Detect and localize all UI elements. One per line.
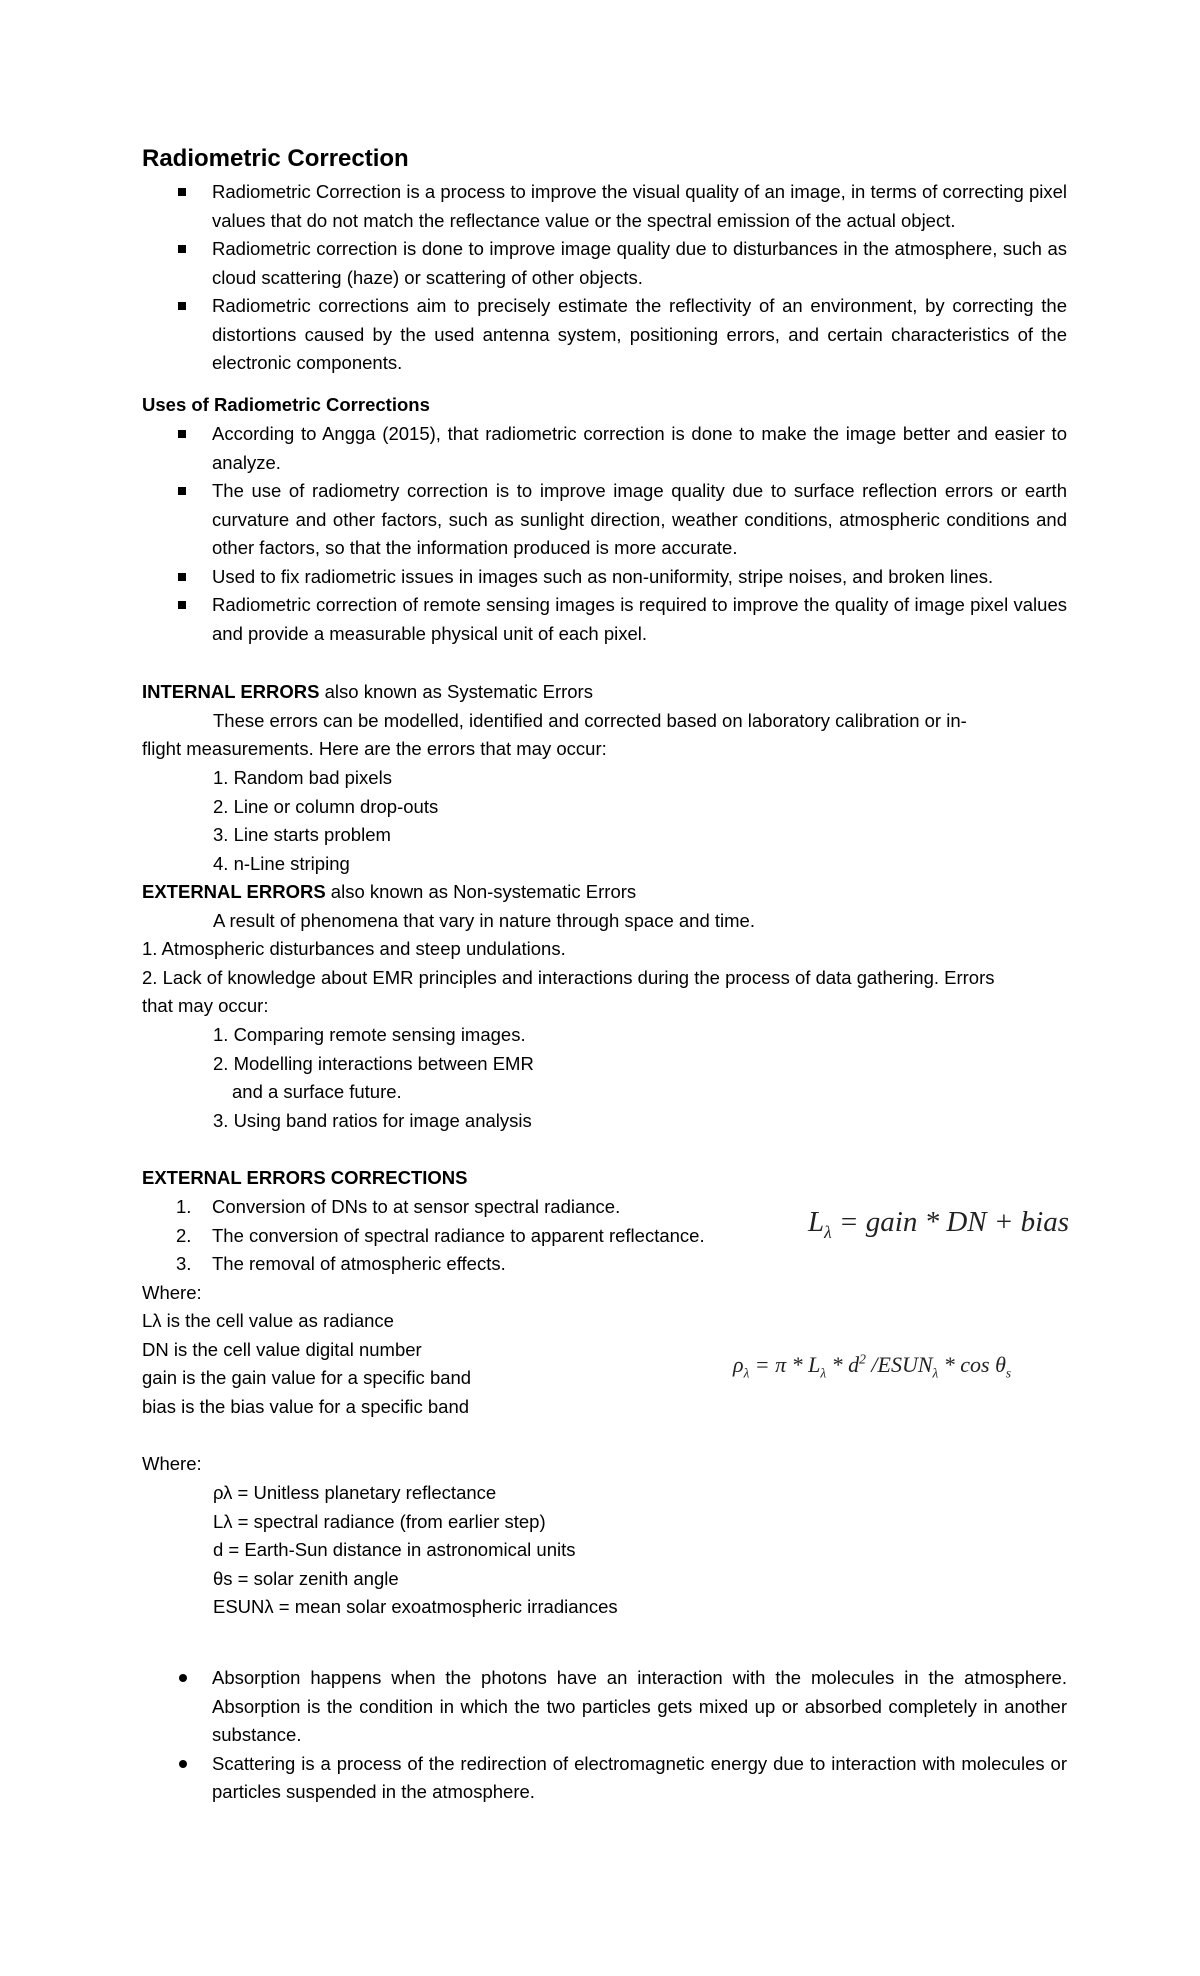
internal-errors-desc-line2: flight measurements. Here are the errors that may occur: xyxy=(142,738,607,759)
formula-theta-sub: s xyxy=(1005,1365,1012,1381)
formula-esun-sub: λ xyxy=(932,1365,939,1381)
external-errors-list xyxy=(213,1021,534,1135)
where-line-gain: gain is the gain value for a specific band xyxy=(142,1367,472,1388)
external-errors-subtitle: also known as Non-systematic Errors xyxy=(325,881,637,902)
where-definitions-list xyxy=(213,1479,618,1622)
formula-part3: /ESUN xyxy=(865,1352,933,1377)
external-point-2-line2: that may occur: xyxy=(142,995,269,1016)
formula-l-sub: λ xyxy=(824,1221,832,1242)
list-item: 3. Line starts problem xyxy=(213,824,391,845)
list-item: 1. Comparing remote sensing images. xyxy=(213,1024,526,1045)
page-title: Radiometric Correction xyxy=(142,145,409,172)
uses-heading: Uses of Radiometric Corrections xyxy=(142,394,430,415)
list-item: Absorption happens when the photons have an interaction with the molecules in the atmosphere. Absorption is the condition in which the two particles gets mixed up or absorbed completely in another substance. xyxy=(142,1664,1067,1750)
list-item: ESUNλ = mean solar exoatmospheric irradiances xyxy=(213,1596,618,1617)
list-item: 2. Line or column drop-outs xyxy=(213,795,439,817)
list-item: d = Earth-Sun distance in astronomical units xyxy=(213,1539,576,1560)
list-item: Radiometric correction is done to improve image quality due to disturbances in the atmosphere, such as cloud scattering (haze) or scattering of other objects. xyxy=(142,235,1067,292)
list-item: 3. Using band ratios for image analysis xyxy=(213,1109,532,1131)
formula-part1: = π * L xyxy=(749,1352,821,1377)
list-item-text: Conversion of DNs to at sensor spectral radiance. xyxy=(212,1196,621,1217)
list-item: Radiometric Correction is a process to improve the visual quality of an image, in terms of correcting pixel values that do not match the reflectance value or the spectral emission of the actual object. xyxy=(142,178,1067,235)
list-item: According to Angga (2015), that radiometric correction is done to make the image better and easier to analyze. xyxy=(142,420,1067,477)
internal-errors-heading xyxy=(142,678,593,707)
formula-rhs: = gain * DN + bias xyxy=(831,1206,1070,1238)
list-item-number: 1. xyxy=(176,1196,192,1217)
list-item xyxy=(142,1193,705,1222)
list-item xyxy=(142,1250,705,1279)
list-item: ρλ = Unitless planetary reflectance xyxy=(213,1482,497,1503)
list-item: Radiometric correction of remote sensing images is required to improve the quality of image pixel values and provide a measurable physical unit of each pixel. xyxy=(142,591,1067,648)
list-item-number: 2. xyxy=(176,1224,192,1246)
where-line-radiance: Lλ is the cell value as radiance xyxy=(142,1310,394,1331)
list-item: Scattering is a process of the redirection of electromagnetic energy due to interaction with molecules or particles suspended in the atmosphere. xyxy=(142,1750,1067,1807)
list-item-number: 3. xyxy=(176,1253,192,1274)
external-errors-heading xyxy=(142,878,636,907)
where-label-2: Where: xyxy=(142,1453,202,1474)
external-errors-label: EXTERNAL ERRORS xyxy=(142,881,326,902)
corrections-heading: EXTERNAL ERRORS CORRECTIONS xyxy=(142,1167,468,1188)
formula-d-sup: 2 xyxy=(859,1351,866,1367)
formula-part2: * d xyxy=(826,1352,860,1377)
radiance-formula xyxy=(808,1204,1069,1240)
formula-rho-sub: λ xyxy=(743,1365,750,1381)
list-item-text: The removal of atmospheric effects. xyxy=(212,1253,506,1274)
list-item: 1. Random bad pixels xyxy=(213,767,392,788)
list-item xyxy=(142,1222,705,1251)
formula-l-sub: λ xyxy=(820,1365,827,1381)
list-item: 4. n-Line striping xyxy=(213,852,350,874)
list-item: 2. Modelling interactions between EMR xyxy=(213,1052,534,1074)
uses-bullet-list xyxy=(142,420,1067,648)
internal-errors-subtitle: also known as Systematic Errors xyxy=(319,681,593,702)
intro-bullet-list xyxy=(142,178,1067,378)
final-bullet-list xyxy=(142,1664,1067,1807)
reflectance-formula xyxy=(733,1350,1011,1380)
where-line-bias: bias is the bias value for a specific band xyxy=(142,1396,470,1417)
where-line-dn: DN is the cell value digital number xyxy=(142,1339,422,1360)
external-errors-desc: A result of phenomena that vary in nature through space and time. xyxy=(213,910,755,931)
where-label-1: Where: xyxy=(142,1282,202,1303)
internal-errors-label: INTERNAL ERRORS xyxy=(142,681,320,702)
formula-part4: * cos θ xyxy=(938,1352,1006,1377)
internal-errors-list xyxy=(213,764,438,878)
external-point-1: 1. Atmospheric disturbances and steep undulations. xyxy=(142,938,566,959)
list-item: Used to fix radiometric issues in images such as non-uniformity, stripe noises, and broken lines. xyxy=(142,563,1067,592)
corrections-list xyxy=(142,1193,705,1279)
list-item: θs = solar zenith angle xyxy=(213,1567,399,1589)
internal-errors-desc-line1: These errors can be modelled, identified and corrected based on laboratory calibration or in- xyxy=(213,710,967,731)
list-item: Lλ = spectral radiance (from earlier step) xyxy=(213,1510,546,1532)
formula-l: L xyxy=(808,1206,825,1238)
list-item-text: The conversion of spectral radiance to apparent reflectance. xyxy=(212,1224,705,1246)
external-point-2-line1: 2. Lack of knowledge about EMR principles and interactions during the process of data gathering. Errors xyxy=(142,967,995,988)
list-item: Radiometric corrections aim to precisely estimate the reflectivity of an environment, by correcting the distortions caused by the used antenna system, positioning errors, and certain characteristics of the electronic components. xyxy=(142,292,1067,378)
formula-rho: ρ xyxy=(733,1352,744,1377)
list-item: The use of radiometry correction is to improve image quality due to surface reflection errors or earth curvature and other factors, such as sunlight direction, weather conditions, atmospheric conditions and other factors, so that the information produced is more accurate. xyxy=(142,477,1067,563)
list-item: and a surface future. xyxy=(232,1081,402,1102)
